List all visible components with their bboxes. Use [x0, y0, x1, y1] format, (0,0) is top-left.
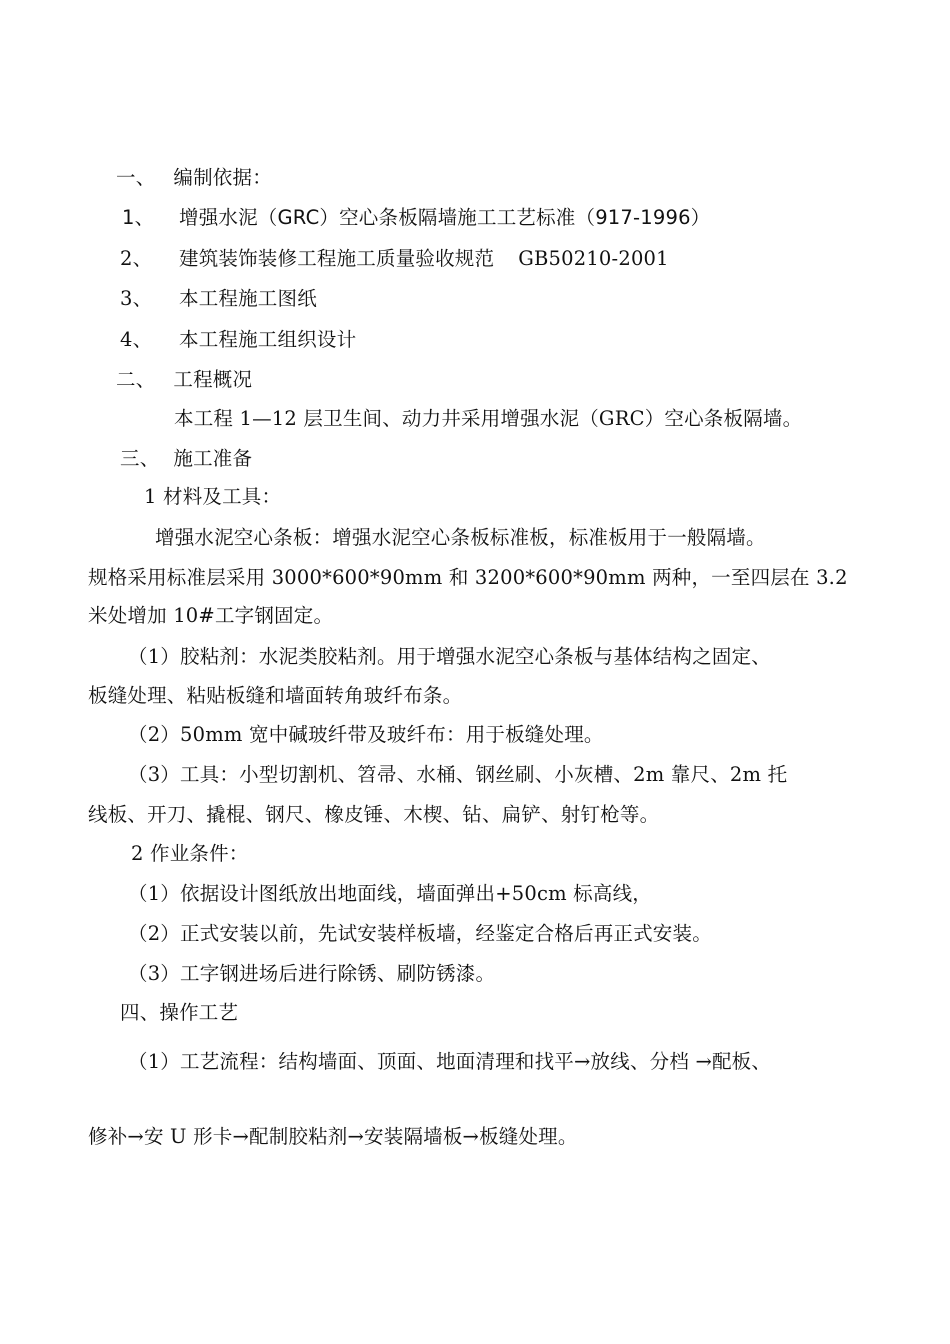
s3-sub2-title: 2 作业条件：	[131, 842, 249, 865]
s1-item-3-marker: 3、	[120, 287, 153, 310]
s3-sub1-para-line-1: 增强水泥空心条板：增强水泥空心条板标准板，标准板用于一般隔墙。	[155, 526, 766, 549]
section-3-heading	[120, 447, 252, 471]
s1-item-4-text: 本工程施工组织设计	[179, 328, 357, 351]
s3-sub1-title: 1 材料及工具：	[144, 485, 282, 508]
s3-sub2-item-1: （1）依据设计图纸放出地面线，墙面弹出+50cm 标高线，	[128, 882, 652, 905]
section-2-heading	[116, 368, 252, 392]
section-1-heading	[116, 166, 272, 190]
s1-item-1-marker: 1、	[122, 206, 155, 229]
section-2-body: 本工程 1—12 层卫生间、动力井采用增强水泥（GRC）空心条板隔墙。	[174, 407, 803, 430]
s3-sub2-item-2: （2）正式安装以前，先试安装样板墙，经鉴定合格后再正式安装。	[128, 922, 712, 945]
section-3-marker: 三、	[120, 447, 160, 470]
section-1-title: 编制依据：	[173, 166, 272, 189]
s1-item-3	[120, 287, 317, 311]
section-2-marker: 二、	[116, 368, 156, 391]
s3-sub1-item-1-line-2: 板缝处理、粘贴板缝和墙面转角玻纤布条。	[88, 684, 463, 707]
s3-sub1-item-3-line-1: （3）工具：小型切割机、笤帚、水桶、钢丝刷、小灰槽、2m 靠尺、2m 托	[128, 763, 788, 786]
s1-item-1-text: 增强水泥（GRC）空心条板隔墙施工工艺标准（917-1996）	[179, 206, 711, 229]
s3-sub1-item-3-line-2: 线板、开刀、撬棍、钢尺、橡皮锤、木楔、钻、扁铲、射钉枪等。	[88, 803, 660, 826]
s1-item-1	[122, 206, 710, 230]
s1-item-4	[120, 328, 356, 352]
s1-item-2-code: GB50210-2001	[518, 247, 669, 270]
s3-sub2-item-3: （3）工字钢进场后进行除锈、刷防锈漆。	[128, 962, 496, 985]
s3-sub1-item-1-line-1: （1）胶粘剂：水泥类胶粘剂。用于增强水泥空心条板与基体结构之固定、	[128, 645, 772, 668]
section-4-heading: 四、操作工艺	[120, 1001, 239, 1024]
section-1-marker: 一、	[116, 166, 156, 189]
s4-flow-line-1: （1）工艺流程：结构墙面、顶面、地面清理和找平→放线、分档 →配板、	[128, 1050, 772, 1073]
s1-item-2	[120, 247, 669, 271]
s3-sub1-para-line-3: 米处增加 10#工字钢固定。	[88, 604, 334, 627]
s1-item-4-marker: 4、	[120, 328, 153, 351]
s1-item-2-marker: 2、	[120, 247, 153, 270]
s1-item-2-text: 建筑装饰装修工程施工质量验收规范	[179, 247, 495, 270]
s3-sub1-para-line-2: 规格采用标准层采用 3000*600*90mm 和 3200*600*90mm 两种，一至四层在 3.2	[88, 566, 848, 589]
s4-flow-line-2: 修补→安 U 形卡→配制胶粘剂→安装隔墙板→板缝处理。	[88, 1125, 578, 1148]
section-3-title: 施工准备	[173, 447, 253, 470]
s1-item-3-text: 本工程施工图纸	[179, 287, 317, 310]
section-2-title: 工程概况	[173, 368, 253, 391]
s3-sub1-item-2: （2）50mm 宽中碱玻纤带及玻纤布：用于板缝处理。	[128, 723, 604, 746]
